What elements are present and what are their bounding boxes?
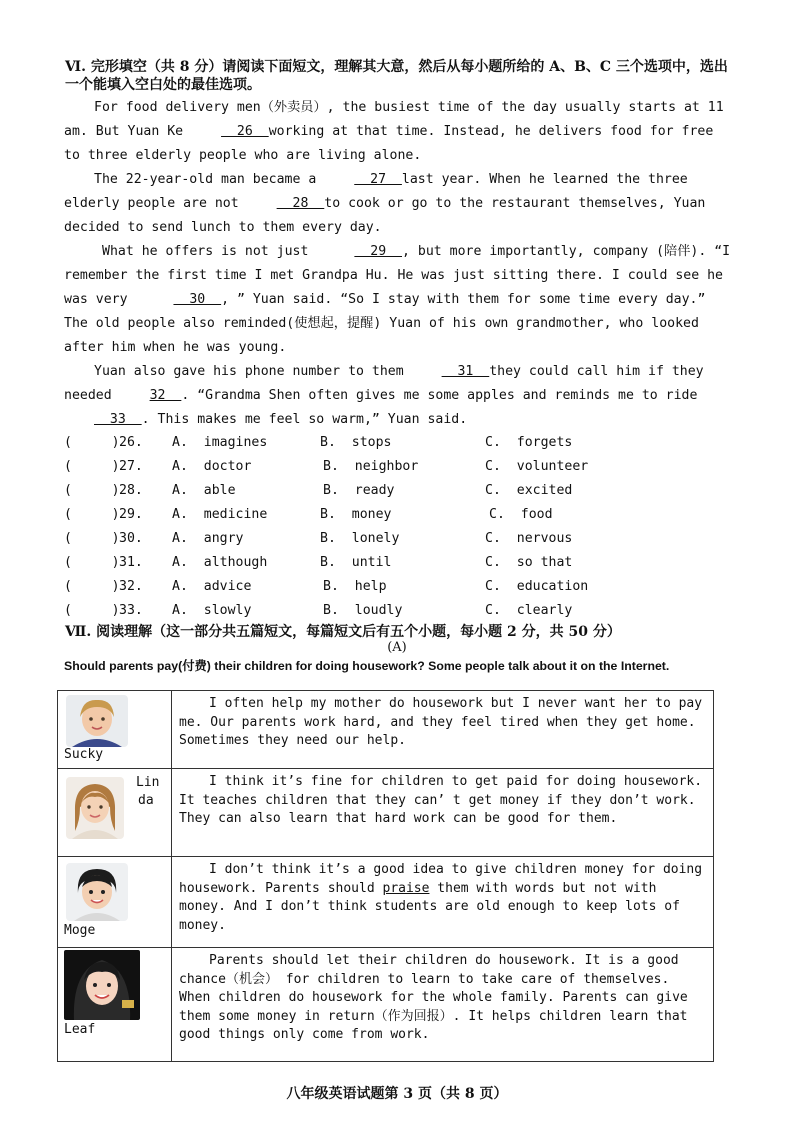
avatar-leaf	[64, 950, 140, 1020]
question-number: 29.	[119, 507, 143, 522]
question-number: 33.	[119, 603, 143, 618]
option-row-29	[64, 503, 734, 527]
answer-bracket: ( )	[64, 507, 120, 522]
opinion-text: I think it’s fine for children to get paid for doing housework. It teaches children that they can’ t get money if they don’t work. They can also learn that hard work can be good for them.	[179, 774, 703, 826]
option-c: C. volunteer	[485, 459, 589, 474]
cloze-text: they could call him if they needed	[64, 364, 704, 403]
person-cell	[58, 769, 172, 857]
person-cell	[58, 691, 172, 769]
option-b: B. money	[320, 507, 392, 522]
person-name: Sucky	[64, 747, 104, 762]
person-name-part-2: da	[138, 793, 154, 808]
section-7-heading: Ⅶ. 阅读理解（这一部分共五篇短文，每篇短文后有五个小题，每小题 2 分，共 50 分）	[65, 624, 621, 640]
option-row-30	[64, 527, 734, 551]
person-cell	[58, 857, 172, 948]
cloze-options	[64, 431, 734, 623]
option-row-27	[64, 455, 734, 479]
opinion-text	[179, 861, 707, 935]
opinion-row-leaf	[58, 948, 714, 1062]
option-b: B. until	[320, 555, 392, 570]
avatar-moge	[66, 863, 128, 921]
cloze-text: . This makes me feel so warm,” Yuan said.	[141, 412, 468, 427]
answer-bracket: ( )	[64, 435, 120, 450]
opinion-row-moge	[58, 857, 714, 948]
cloze-text: working at that time. Instead, he delivers food for free to three elderly people who are living alone.	[64, 124, 714, 163]
cloze-blank: 30	[173, 292, 222, 307]
cloze-paragraph-3	[64, 240, 732, 360]
option-c: C. education	[485, 579, 589, 594]
answer-bracket: ( )	[64, 483, 120, 498]
option-c: C. forgets	[485, 435, 573, 450]
option-b: B. neighbor	[323, 459, 419, 474]
option-row-28	[64, 479, 734, 503]
option-row-32	[64, 575, 734, 599]
cloze-text: , ” Yuan said. “So I stay with them for some time every day.” The old people also reminded(使想起，提醒) Yuan of his own grandmother, who looked after him when he was young.	[64, 292, 706, 355]
opinion-text: I often help my mother do housework but I never want her to pay me. Our parents work hard, and they feel tired when they get home. Sometimes they need our help.	[179, 696, 703, 748]
person-name: Moge	[64, 923, 96, 938]
option-c: C. food	[489, 507, 553, 522]
cloze-text: What he offers is not just	[102, 244, 317, 259]
cloze-text: For food delivery men（外卖员）, the busiest time of the day usually starts at 11 am. But Yuan Ke	[64, 100, 724, 139]
answer-bracket: ( )	[64, 531, 120, 546]
person-cell	[58, 948, 172, 1062]
opinion-text-after: them with words but not with money. And I don’t think students are old enough to keep lots of money.	[179, 880, 680, 933]
section-6-heading: Ⅵ. 完形填空（共 8 分）请阅读下面短文，理解其大意，然后从每小题所给的 A、B、C 三个选项中，选出一个能填入空白处的最佳选项。	[65, 59, 728, 93]
cloze-blank: 32	[149, 388, 182, 403]
option-a: A. angry	[172, 531, 244, 546]
cloze-blank: 33	[94, 412, 142, 427]
person-name-part-1: Lin	[136, 775, 160, 790]
question-number: 32.	[119, 579, 143, 594]
option-c: C. so that	[485, 555, 573, 570]
option-row-31	[64, 551, 734, 575]
opinion-row-sucky	[58, 691, 714, 769]
opinion-text-cell	[172, 948, 714, 1062]
cloze-text: last year. When he learned the three elderly people are not	[64, 172, 688, 211]
option-a: A. although	[172, 555, 268, 570]
cloze-text: . “Grandma Shen often gives me some apples and reminds me to ride	[181, 388, 698, 403]
cloze-blank: 28	[276, 196, 325, 211]
cloze-blank: 31	[441, 364, 490, 379]
cloze-paragraph-2	[64, 168, 732, 240]
cloze-blank: 29	[354, 244, 403, 259]
option-row-26	[64, 431, 734, 455]
cloze-passage	[64, 96, 732, 432]
opinion-text-cell	[172, 691, 714, 769]
cloze-paragraph-4	[64, 360, 732, 432]
underlined-word: praise	[382, 880, 430, 896]
answer-bracket: ( )	[64, 555, 120, 570]
passage-a-label: (A)	[387, 640, 407, 655]
question-number: 31.	[119, 555, 143, 570]
opinion-row-linda	[58, 769, 714, 857]
person-name: Leaf	[64, 1022, 96, 1037]
page-footer: 八年级英语试题第 3 页（共 8 页）	[286, 1086, 508, 1102]
avatar-sucky	[66, 695, 128, 747]
answer-bracket: ( )	[64, 579, 120, 594]
answer-bracket: ( )	[64, 459, 120, 474]
option-c: C. excited	[485, 483, 573, 498]
cloze-text: Yuan also gave his phone number to them	[94, 364, 412, 379]
question-number: 26.	[119, 435, 143, 450]
opinion-text-cell	[172, 857, 714, 948]
cloze-text: The 22-year-old man became a	[94, 172, 325, 187]
question-number: 28.	[119, 483, 143, 498]
option-c: C. clearly	[485, 603, 573, 618]
opinion-text: Parents should let their children do housework. It is a good chance（机会） for children to learn to take care of themselves. When children do housework for the whole family. Parents can give them some money in return（作为回报）. It helps children learn that good things only come from work.	[179, 953, 688, 1042]
option-b: B. help	[323, 579, 387, 594]
cloze-blank: 27	[354, 172, 402, 187]
option-row-33	[64, 599, 734, 623]
option-b: B. stops	[320, 435, 392, 450]
cloze-blank: 26	[221, 124, 269, 139]
option-b: B. lonely	[320, 531, 400, 546]
option-b: B. loudly	[323, 603, 403, 618]
option-a: A. slowly	[172, 603, 252, 618]
answer-bracket: ( )	[64, 603, 120, 618]
opinion-text-cell	[172, 769, 714, 857]
reading-intro: Should parents pay(付费) their children for doing housework? Some people talk about it on the Internet.	[64, 659, 670, 673]
cloze-text: to cook or go to the restaurant themselves, Yuan decided to send lunch to them every day.	[64, 196, 706, 235]
opinion-text-before: I don’t think it’s a good idea to give children money for doing housework. Parents should	[179, 862, 703, 896]
opinions-table	[57, 690, 714, 1062]
question-number: 27.	[119, 459, 143, 474]
option-c: C. nervous	[485, 531, 573, 546]
option-a: A. doctor	[172, 459, 252, 474]
option-a: A. advice	[172, 579, 252, 594]
option-a: A. imagines	[172, 435, 268, 450]
cloze-paragraph-1	[64, 96, 732, 168]
avatar-linda	[66, 777, 124, 839]
question-number: 30.	[119, 531, 143, 546]
option-a: A. able	[172, 483, 236, 498]
cloze-text: , but more importantly, company (陪伴). “I remember the first time I met Grandpa Hu. He was just sitting there. I could see he was very	[64, 244, 731, 307]
option-a: A. medicine	[172, 507, 268, 522]
option-b: B. ready	[323, 483, 395, 498]
